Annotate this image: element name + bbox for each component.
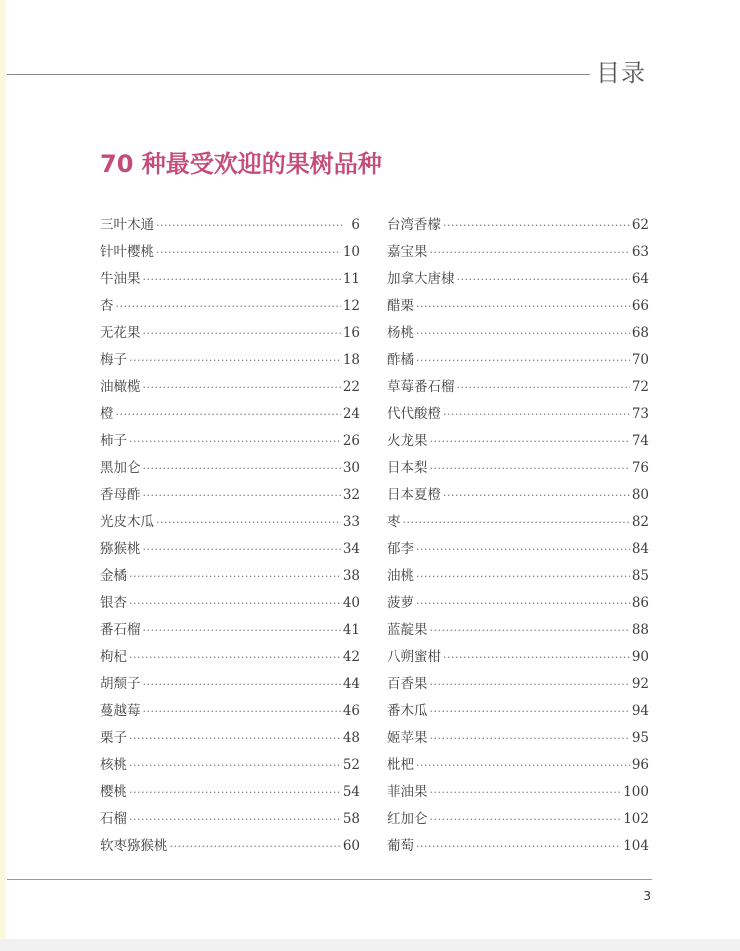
toc-entry[interactable] xyxy=(387,320,649,347)
toc-dot-leader xyxy=(416,293,630,320)
toc-entry-title: 石榴 xyxy=(100,811,127,827)
toc-entry-title: 醋栗 xyxy=(387,298,414,314)
toc-entry-title: 黑加仑 xyxy=(100,460,141,476)
toc-entry[interactable] xyxy=(100,617,360,644)
toc-dot-leader xyxy=(129,752,341,779)
toc-dot-leader xyxy=(143,374,341,401)
toc-entry-page: 11 xyxy=(342,271,360,287)
toc-entry-title: 百香果 xyxy=(387,676,428,692)
toc-entry[interactable] xyxy=(387,752,649,779)
toc-entry-page: 33 xyxy=(342,514,360,530)
toc-dot-leader xyxy=(416,536,630,563)
toc-dot-leader xyxy=(430,725,630,752)
toc-dot-leader xyxy=(443,482,630,509)
toc-entry[interactable] xyxy=(100,725,360,752)
toc-entry-page: 100 xyxy=(623,784,649,800)
toc-dot-leader xyxy=(430,455,630,482)
toc-dot-leader xyxy=(403,509,630,536)
toc-entry-title: 台湾香檬 xyxy=(387,217,441,233)
toc-entry-page: 92 xyxy=(631,676,649,692)
toc-entry[interactable] xyxy=(387,401,649,428)
toc-dot-leader xyxy=(129,428,341,455)
toc-dot-leader xyxy=(143,266,341,293)
toc-column-left xyxy=(100,212,360,860)
toc-entry[interactable] xyxy=(100,347,360,374)
toc-entry-title: 代代酸橙 xyxy=(387,406,441,422)
toc-entry-title: 梅子 xyxy=(100,352,127,368)
toc-entry-title: 油桃 xyxy=(387,568,414,584)
toc-dot-leader xyxy=(156,239,341,266)
toc-entry-page: 12 xyxy=(342,298,360,314)
toc-entry[interactable] xyxy=(387,833,649,860)
toc-entry-page: 44 xyxy=(342,676,360,692)
toc-entry[interactable] xyxy=(387,266,649,293)
toc-entry-title: 番石榴 xyxy=(100,622,141,638)
toc-entry[interactable] xyxy=(387,293,649,320)
toc-entry-page: 18 xyxy=(342,352,360,368)
toc-entry-title: 加拿大唐棣 xyxy=(387,271,455,287)
toc-entry[interactable] xyxy=(387,536,649,563)
toc-dot-leader xyxy=(143,455,341,482)
toc-dot-leader xyxy=(443,212,630,239)
toc-entry-page: 41 xyxy=(342,622,360,638)
page-edge-strip xyxy=(0,0,6,951)
section-title: 70 种最受欢迎的果树品种 xyxy=(100,150,382,178)
toc-entry-page: 64 xyxy=(631,271,649,287)
toc-entry-title: 针叶樱桃 xyxy=(100,244,154,260)
toc-entry-page: 96 xyxy=(631,757,649,773)
toc-entry-page: 58 xyxy=(342,811,360,827)
toc-entry-title: 光皮木瓜 xyxy=(100,514,154,530)
toc-entry[interactable] xyxy=(100,455,360,482)
toc-entry-title: 杨桃 xyxy=(387,325,414,341)
toc-entry-title: 樱桃 xyxy=(100,784,127,800)
toc-entry[interactable] xyxy=(100,671,360,698)
viewer-bottom-edge xyxy=(0,939,740,951)
toc-entry-title: 酢橘 xyxy=(387,352,414,368)
toc-entry[interactable] xyxy=(100,374,360,401)
toc-dot-leader xyxy=(129,644,341,671)
toc-entry-title: 杏 xyxy=(100,298,114,314)
toc-entry[interactable] xyxy=(100,563,360,590)
toc-entry-title: 番木瓜 xyxy=(387,703,428,719)
toc-entry-page: 46 xyxy=(342,703,360,719)
toc-entry-title: 无花果 xyxy=(100,325,141,341)
toc-entry-title: 枸杞 xyxy=(100,649,127,665)
toc-dot-leader xyxy=(430,671,630,698)
toc-dot-leader xyxy=(416,563,630,590)
toc-dot-leader xyxy=(443,401,630,428)
toc-dot-leader xyxy=(129,779,341,806)
toc-dot-leader xyxy=(430,806,622,833)
toc-entry[interactable] xyxy=(100,293,360,320)
toc-dot-leader xyxy=(416,833,621,860)
toc-entry-title: 日本夏橙 xyxy=(387,487,441,503)
toc-entry[interactable] xyxy=(100,401,360,428)
toc-entry-page: 38 xyxy=(342,568,360,584)
footer-divider xyxy=(7,879,652,880)
toc-entry-title: 猕猴桃 xyxy=(100,541,141,557)
toc-entry-page: 34 xyxy=(342,541,360,557)
toc-dot-leader xyxy=(443,644,630,671)
page-title: 目录 xyxy=(596,59,646,87)
toc-entry[interactable] xyxy=(100,482,360,509)
toc-entry-page: 70 xyxy=(631,352,649,368)
toc-entry-title: 胡颓子 xyxy=(100,676,141,692)
toc-dot-leader xyxy=(129,725,341,752)
toc-entry-title: 金橘 xyxy=(100,568,127,584)
toc-dot-leader xyxy=(143,617,341,644)
toc-entry[interactable] xyxy=(387,455,649,482)
toc-entry-page: 84 xyxy=(631,541,649,557)
toc-entry[interactable] xyxy=(100,590,360,617)
toc-dot-leader xyxy=(143,671,341,698)
toc-entry-page: 66 xyxy=(631,298,649,314)
toc-entry-page: 90 xyxy=(631,649,649,665)
toc-dot-leader xyxy=(156,212,342,239)
toc-entry[interactable] xyxy=(387,725,649,752)
toc-entry[interactable] xyxy=(387,239,649,266)
header-divider xyxy=(7,74,590,75)
toc-dot-leader xyxy=(143,320,341,347)
toc-entry-page: 80 xyxy=(631,487,649,503)
toc-entry[interactable] xyxy=(387,644,649,671)
toc-dot-leader xyxy=(129,563,341,590)
toc-entry[interactable] xyxy=(387,590,649,617)
toc-entry-page: 6 xyxy=(351,217,360,233)
toc-entry-title: 草莓番石榴 xyxy=(387,379,455,395)
toc-entry-page: 76 xyxy=(631,460,649,476)
toc-entry[interactable] xyxy=(387,374,649,401)
toc-dot-leader xyxy=(143,698,341,725)
toc-dot-leader xyxy=(129,347,341,374)
toc-entry-title: 银杏 xyxy=(100,595,127,611)
toc-entry-page: 74 xyxy=(631,433,649,449)
toc-entry[interactable] xyxy=(100,698,360,725)
toc-entry-page: 32 xyxy=(342,487,360,503)
page-number: 3 xyxy=(643,889,651,903)
toc-entry-page: 54 xyxy=(342,784,360,800)
toc-entry[interactable] xyxy=(387,509,649,536)
toc-entry-page: 10 xyxy=(342,244,360,260)
toc-entry-title: 油橄榄 xyxy=(100,379,141,395)
toc-dot-leader xyxy=(143,482,341,509)
toc-entry-title: 核桃 xyxy=(100,757,127,773)
toc-dot-leader xyxy=(430,239,630,266)
toc-entry-title: 日本梨 xyxy=(387,460,428,476)
toc-dot-leader xyxy=(430,617,630,644)
toc-entry-page: 26 xyxy=(342,433,360,449)
toc-entry-page: 40 xyxy=(342,595,360,611)
toc-dot-leader xyxy=(170,833,341,860)
toc-dot-leader xyxy=(416,752,630,779)
toc-entry[interactable] xyxy=(100,239,360,266)
toc-entry-title: 葡萄 xyxy=(387,838,414,854)
toc-entry-title: 栗子 xyxy=(100,730,127,746)
toc-entry[interactable] xyxy=(100,644,360,671)
toc-entry-title: 牛油果 xyxy=(100,271,141,287)
toc-entry-title: 软枣猕猴桃 xyxy=(100,838,168,854)
toc-column-right xyxy=(387,212,649,860)
toc-entry-title: 红加仑 xyxy=(387,811,428,827)
toc-entry[interactable] xyxy=(100,509,360,536)
toc-entry[interactable] xyxy=(387,617,649,644)
toc-entry-page: 104 xyxy=(623,838,649,854)
toc-dot-leader xyxy=(457,266,630,293)
toc-entry-title: 枇杷 xyxy=(387,757,414,773)
toc-dot-leader xyxy=(430,779,622,806)
toc-entry-page: 88 xyxy=(631,622,649,638)
toc-entry[interactable] xyxy=(100,266,360,293)
toc-dot-leader xyxy=(116,293,341,320)
toc-entry[interactable] xyxy=(387,563,649,590)
toc-entry-page: 82 xyxy=(631,514,649,530)
toc-entry-page: 48 xyxy=(342,730,360,746)
toc-entry[interactable] xyxy=(387,806,649,833)
toc-entry-page: 95 xyxy=(631,730,649,746)
toc-entry-page: 85 xyxy=(631,568,649,584)
toc-entry-title: 八朔蜜柑 xyxy=(387,649,441,665)
toc-entry[interactable] xyxy=(387,347,649,374)
toc-entry-title: 香母酢 xyxy=(100,487,141,503)
toc-dot-leader xyxy=(129,806,341,833)
toc-dot-leader xyxy=(416,590,630,617)
toc-dot-leader xyxy=(156,509,341,536)
toc-entry[interactable] xyxy=(387,482,649,509)
toc-entry-page: 94 xyxy=(631,703,649,719)
toc-dot-leader xyxy=(143,536,341,563)
toc-entry-page: 60 xyxy=(342,838,360,854)
toc-entry[interactable] xyxy=(100,428,360,455)
toc-dot-leader xyxy=(416,347,630,374)
toc-dot-leader xyxy=(116,401,341,428)
toc-entry[interactable] xyxy=(387,698,649,725)
toc-entry-page: 72 xyxy=(631,379,649,395)
toc-dot-leader xyxy=(457,374,630,401)
toc-entry-page: 22 xyxy=(342,379,360,395)
toc-entry[interactable] xyxy=(100,536,360,563)
toc-entry[interactable] xyxy=(100,752,360,779)
toc-entry[interactable] xyxy=(387,428,649,455)
toc-entry-title: 嘉宝果 xyxy=(387,244,428,260)
toc-entry-page: 62 xyxy=(631,217,649,233)
toc-entry[interactable] xyxy=(100,806,360,833)
toc-entry[interactable] xyxy=(387,779,649,806)
toc-entry-title: 郁李 xyxy=(387,541,414,557)
toc-entry-page: 42 xyxy=(342,649,360,665)
toc-entry-title: 橙 xyxy=(100,406,114,422)
toc-dot-leader xyxy=(129,590,341,617)
toc-entry-title: 姬苹果 xyxy=(387,730,428,746)
toc-entry[interactable] xyxy=(387,212,649,239)
toc-dot-leader xyxy=(416,320,630,347)
toc-entry[interactable] xyxy=(100,320,360,347)
toc-entry-title: 菲油果 xyxy=(387,784,428,800)
toc-entry-page: 63 xyxy=(631,244,649,260)
toc-entry[interactable] xyxy=(100,212,360,239)
toc-entry-page: 73 xyxy=(631,406,649,422)
toc-entry-page: 52 xyxy=(342,757,360,773)
toc-dot-leader xyxy=(430,428,630,455)
toc-entry[interactable] xyxy=(387,671,649,698)
toc-entry-page: 102 xyxy=(623,811,649,827)
toc-dot-leader xyxy=(430,698,630,725)
toc-entry-title: 枣 xyxy=(387,514,401,530)
toc-entry-page: 68 xyxy=(631,325,649,341)
toc-entry-title: 蓝靛果 xyxy=(387,622,428,638)
toc-entry-title: 柿子 xyxy=(100,433,127,449)
toc-entry-title: 菠萝 xyxy=(387,595,414,611)
toc-entry-page: 16 xyxy=(342,325,360,341)
toc-entry-title: 火龙果 xyxy=(387,433,428,449)
toc-entry[interactable] xyxy=(100,833,360,860)
toc-entry-title: 三叶木通 xyxy=(100,217,154,233)
toc-entry-page: 30 xyxy=(342,460,360,476)
toc-entry[interactable] xyxy=(100,779,360,806)
toc-entry-title: 蔓越莓 xyxy=(100,703,141,719)
toc-entry-page: 24 xyxy=(342,406,360,422)
toc-entry-page: 86 xyxy=(631,595,649,611)
